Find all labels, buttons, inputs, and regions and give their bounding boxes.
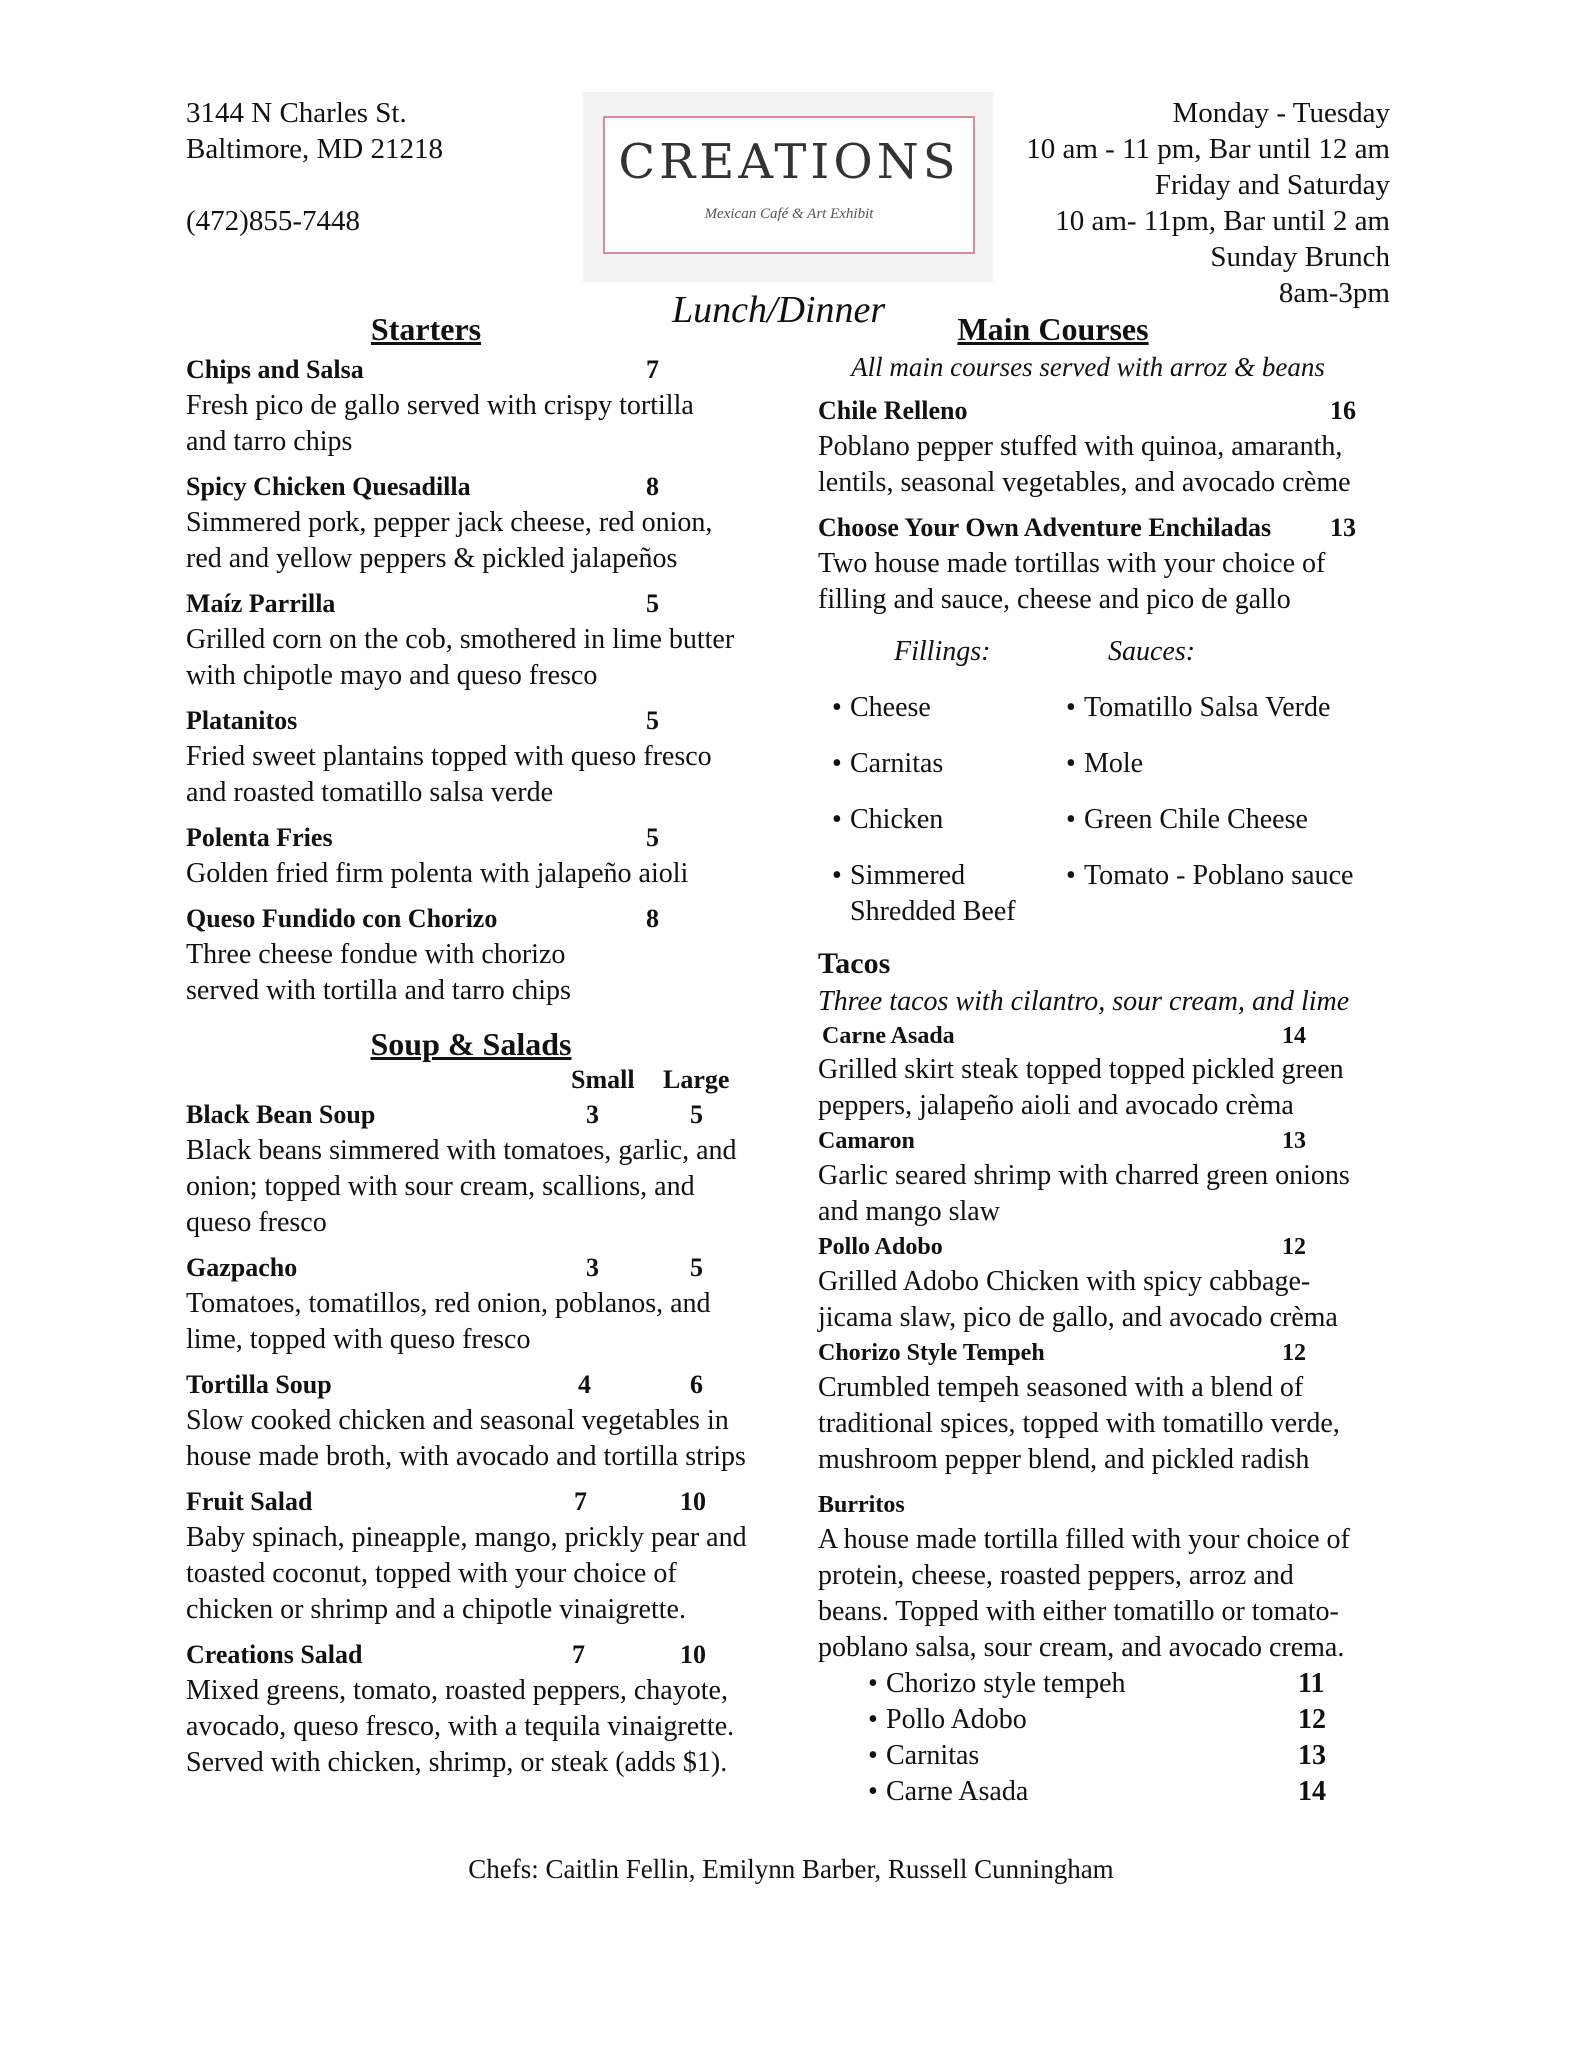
item-name: Choose Your Own Adventure Enchiladas <box>818 513 1272 542</box>
item-desc: Simmered pork, pepper jack cheese, red onion, <box>186 507 713 538</box>
menu-item <box>818 1336 1378 1478</box>
burrito-list <box>868 1666 1378 1810</box>
item-desc: lime, topped with queso fresco <box>186 1324 531 1355</box>
hours-line: Sunday Brunch <box>1210 241 1390 273</box>
filling-option: • Carnitas <box>832 748 944 779</box>
price-large: 10 <box>680 1487 706 1516</box>
logo-tagline: Mexican Café & Art Exhibit <box>704 206 874 222</box>
size-labels <box>571 1065 776 1095</box>
starters-heading: Starters <box>370 311 482 347</box>
hours-line: 8am-3pm <box>1278 277 1390 309</box>
large-label: Large <box>663 1065 730 1094</box>
fillings-label: Fillings: <box>894 636 991 667</box>
item-price: 5 <box>646 823 659 852</box>
item-desc: Served with chicken, shrimp, or steak (adds $1). <box>186 1747 728 1778</box>
item-desc: Baby spinach, pineapple, mango, prickly pear and <box>186 1522 747 1553</box>
sauce-option: • Mole <box>1066 748 1144 779</box>
hours-line: Friday and Saturday <box>1154 169 1390 201</box>
price-small: 7 <box>574 1487 587 1516</box>
menu-item <box>186 1250 776 1358</box>
small-label: Small <box>571 1065 635 1094</box>
menu-item <box>818 510 1378 618</box>
item-desc: chicken or shrimp and a chipotle vinaigrette. <box>186 1594 686 1625</box>
tacos-heading: Tacos <box>818 947 891 980</box>
item-desc: Mixed greens, tomato, roasted peppers, chayote, <box>186 1675 728 1706</box>
filling-option: • Simmered Shredded Beef <box>832 860 1016 927</box>
price-large: 6 <box>690 1370 703 1399</box>
menu-item <box>186 820 776 892</box>
menu-item <box>186 352 776 460</box>
item-price: 8 <box>646 904 659 933</box>
fillings-sauces-row <box>818 746 1378 782</box>
price-large: 5 <box>690 1100 703 1129</box>
item-name: Chile Relleno <box>818 396 968 425</box>
burrito-option: • Pollo Adobo 12 <box>868 1704 1326 1735</box>
menu-item <box>818 393 1378 501</box>
item-price: 5 <box>646 706 659 735</box>
hours-line: 10 am- 11pm, Bar until 2 am <box>1055 205 1390 237</box>
main-subheading: All main courses served with arroz & beans <box>851 352 1325 382</box>
menu-item <box>186 1367 776 1475</box>
menu-item <box>186 703 776 811</box>
item-desc: Three cheese fondue with chorizo <box>186 939 566 970</box>
item-desc: and roasted tomatillo salsa verde <box>186 777 553 808</box>
address-street: 3144 N Charles St. <box>186 97 407 129</box>
burritos-desc: beans. Topped with either tomatillo or tomato- <box>818 1596 1339 1627</box>
burritos-heading: Burritos <box>818 1492 905 1518</box>
burrito-option: • Carne Asada 14 <box>868 1776 1326 1807</box>
item-desc: lentils, seasonal vegetables, and avocado crème <box>818 467 1351 498</box>
item-name: Creations Salad <box>186 1640 363 1669</box>
fillings-sauces-header <box>818 634 1378 670</box>
menu-item <box>818 1230 1378 1336</box>
right-column <box>818 308 1378 1810</box>
item-name: Fruit Salad <box>186 1487 313 1516</box>
menu-item <box>186 586 776 694</box>
item-desc: Fried sweet plantains topped with queso fresco <box>186 741 712 772</box>
item-name: Pollo Adobo <box>818 1234 943 1260</box>
item-name: Black Bean Soup <box>186 1100 376 1129</box>
item-price: 12 <box>1282 1340 1306 1366</box>
left-column <box>186 308 776 1781</box>
item-desc: queso fresco <box>186 1207 327 1238</box>
item-desc: Grilled Adobo Chicken with spicy cabbage- <box>818 1266 1311 1297</box>
item-desc: Grilled skirt steak topped topped pickled green <box>818 1054 1344 1085</box>
item-name: Camaron <box>818 1128 915 1154</box>
item-price: 13 <box>1330 513 1356 542</box>
sauce-option: • Tomatillo Salsa Verde <box>1066 692 1331 723</box>
item-name: Tortilla Soup <box>186 1370 332 1399</box>
item-desc: traditional spices, topped with tomatillo verde, <box>818 1408 1340 1439</box>
hours-line: 10 am - 11 pm, Bar until 12 am <box>1026 133 1390 165</box>
logo-frame <box>603 116 975 254</box>
price-small: 4 <box>578 1370 591 1399</box>
item-price: 8 <box>646 472 659 501</box>
price-large: 10 <box>680 1640 706 1669</box>
burritos-desc: A house made tortilla filled with your choice of <box>818 1524 1350 1555</box>
sauces-label: Sauces: <box>1108 636 1196 667</box>
tacos-subheading: Three tacos with cilantro, sour cream, and lime <box>818 986 1350 1017</box>
item-price: 7 <box>646 355 659 384</box>
item-desc: Two house made tortillas with your choice of <box>818 548 1326 579</box>
hours-block <box>1026 95 1390 311</box>
item-desc: onion; topped with sour cream, scallions, and <box>186 1171 695 1202</box>
sauce-option: • Green Chile Cheese <box>1066 804 1308 835</box>
menu-item <box>186 1637 776 1781</box>
fillings-sauces-row <box>818 802 1378 838</box>
item-desc: and tarro chips <box>186 426 353 457</box>
menu-title: Lunch/Dinner <box>672 289 886 331</box>
menu-item <box>186 1097 776 1241</box>
soups-heading: Soup & Salads <box>370 1026 572 1062</box>
item-desc: Golden fried firm polenta with jalapeño aioli <box>186 858 689 889</box>
item-desc: and mango slaw <box>818 1196 1000 1227</box>
filling-option: • Chicken <box>832 804 944 835</box>
burritos-desc: protein, cheese, roasted peppers, arroz and <box>818 1560 1294 1591</box>
item-desc: filling and sauce, cheese and pico de gallo <box>818 584 1291 615</box>
filling-option: • Cheese <box>832 692 931 723</box>
item-name: Platanitos <box>186 706 298 735</box>
address-city: Baltimore, MD 21218 <box>186 133 443 165</box>
item-name: Maíz Parrilla <box>186 589 336 618</box>
menu-item <box>186 1484 776 1628</box>
item-desc: Slow cooked chicken and seasonal vegetables in <box>186 1405 729 1436</box>
phone-number: (472)855-7448 <box>186 205 360 237</box>
burrito-option: • Chorizo style tempeh 11 <box>868 1668 1325 1699</box>
item-desc: served with tortilla and tarro chips <box>186 975 571 1006</box>
chefs-footer: Chefs: Caitlin Fellin, Emilynn Barber, Russell Cunningham <box>468 1854 1114 1884</box>
item-price: 14 <box>1282 1023 1306 1049</box>
menu-item <box>186 469 776 577</box>
fillings-sauces-row <box>818 690 1378 726</box>
item-name: Chorizo Style Tempeh <box>818 1340 1045 1366</box>
item-desc: red and yellow peppers & pickled jalapeños <box>186 543 678 574</box>
item-desc: toasted coconut, topped with your choice of <box>186 1558 677 1589</box>
item-name: Gazpacho <box>186 1253 298 1282</box>
burritos-desc: poblano salsa, sour cream, and avocado crema. <box>818 1632 1345 1663</box>
sauce-option: • Tomato - Poblano sauce <box>1066 860 1354 891</box>
item-desc: peppers, jalapeño aioli and avocado crèma <box>818 1090 1294 1121</box>
menu-item <box>818 1020 1378 1124</box>
main-heading: Main Courses <box>957 311 1149 347</box>
item-desc: Crumbled tempeh seasoned with a blend of <box>818 1372 1304 1403</box>
item-desc: Poblano pepper stuffed with quinoa, amaranth, <box>818 431 1343 462</box>
logo-name: CREATIONS <box>618 134 960 190</box>
item-name: Spicy Chicken Quesadilla <box>186 472 471 501</box>
item-name: Chips and Salsa <box>186 355 364 384</box>
item-name: Polenta Fries <box>186 823 333 852</box>
menu-item <box>818 1124 1378 1230</box>
item-price: 12 <box>1282 1234 1306 1260</box>
burrito-option: • Carnitas 13 <box>868 1740 1326 1771</box>
item-desc: jicama slaw, pico de gallo, and avocado crèma <box>818 1302 1338 1333</box>
price-large: 5 <box>690 1253 703 1282</box>
item-desc: Black beans simmered with tomatoes, garlic, and <box>186 1135 737 1166</box>
fillings-sauces-row <box>818 858 1378 930</box>
item-name: Queso Fundido con Chorizo <box>186 904 498 933</box>
menu-item <box>186 901 776 1009</box>
item-price: 16 <box>1330 396 1356 425</box>
price-small: 3 <box>586 1100 599 1129</box>
hours-line: Monday - Tuesday <box>1172 97 1390 129</box>
item-price: 13 <box>1282 1128 1306 1154</box>
item-desc: mushroom pepper blend, and pickled radish <box>818 1444 1310 1475</box>
item-desc: Grilled corn on the cob, smothered in lime butter <box>186 624 735 655</box>
price-small: 3 <box>586 1253 599 1282</box>
item-name: Carne Asada <box>822 1023 955 1049</box>
item-desc: avocado, queso fresco, with a tequila vinaigrette. <box>186 1711 735 1742</box>
item-desc: Garlic seared shrimp with charred green onions <box>818 1160 1350 1191</box>
item-price: 5 <box>646 589 659 618</box>
item-desc: with chipotle mayo and queso fresco <box>186 660 598 691</box>
price-small: 7 <box>572 1640 585 1669</box>
logo <box>583 92 993 282</box>
item-desc: house made broth, with avocado and tortilla strips <box>186 1441 746 1472</box>
item-desc: Fresh pico de gallo served with crispy tortilla <box>186 390 694 421</box>
address-block <box>186 95 443 239</box>
item-desc: Tomatoes, tomatillos, red onion, poblanos, and <box>186 1288 711 1319</box>
